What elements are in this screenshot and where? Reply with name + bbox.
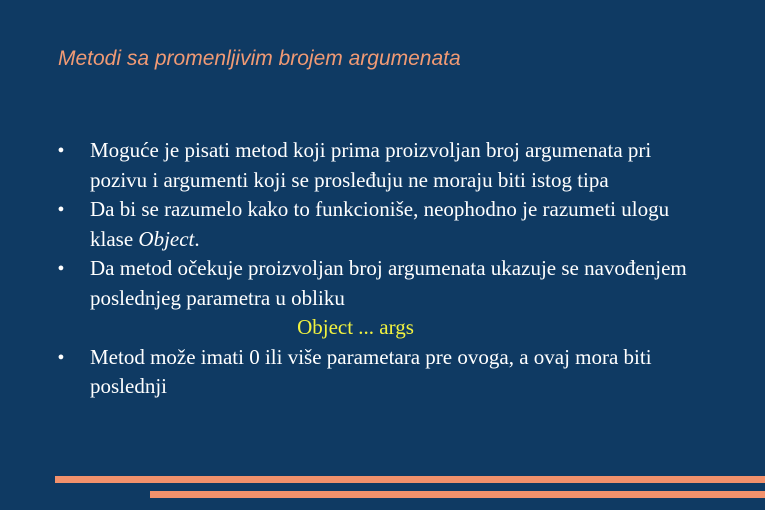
bullet-item-last-parameter-form	[56, 254, 706, 343]
bullet-dot-icon: ●	[57, 144, 65, 156]
footer-decoration-bar-bottom	[150, 491, 765, 498]
bullet-text: Da bi se razumelo kako to funkcioniše, neophodno je razumeti ulogu klase	[90, 197, 670, 251]
bullet-text-end: .	[194, 226, 200, 251]
bullet-text: Moguće je pisati metod koji prima proizvoljan broj argumenata pri pozivu i argumenti koji se prosleđuju ne moraju biti istog tipa	[90, 138, 652, 192]
bullet-text: Metod može imati 0 ili više parametara pre ovoga, a ovaj mora biti poslednji	[90, 344, 652, 398]
object-class-name: Object	[138, 226, 195, 251]
bullet-dot-icon: ●	[57, 203, 65, 215]
varargs-code-example: Object ... args	[297, 315, 414, 339]
bullet-dot-icon: ●	[57, 262, 65, 274]
bullet-item-variable-arguments	[56, 136, 706, 195]
bullet-item-object-class	[56, 195, 706, 254]
bullet-item-parameter-order	[56, 343, 706, 402]
bullet-text: Da metod očekuje proizvoljan broj argumenata ukazuje se navođenjem poslednjeg parametra u obliku	[90, 256, 687, 310]
footer-decoration-bar-top	[55, 476, 765, 483]
bullet-list	[56, 136, 706, 402]
bullet-dot-icon: ●	[57, 350, 65, 363]
slide-title: Metodi sa promenljivim brojem argumenata	[58, 47, 461, 70]
